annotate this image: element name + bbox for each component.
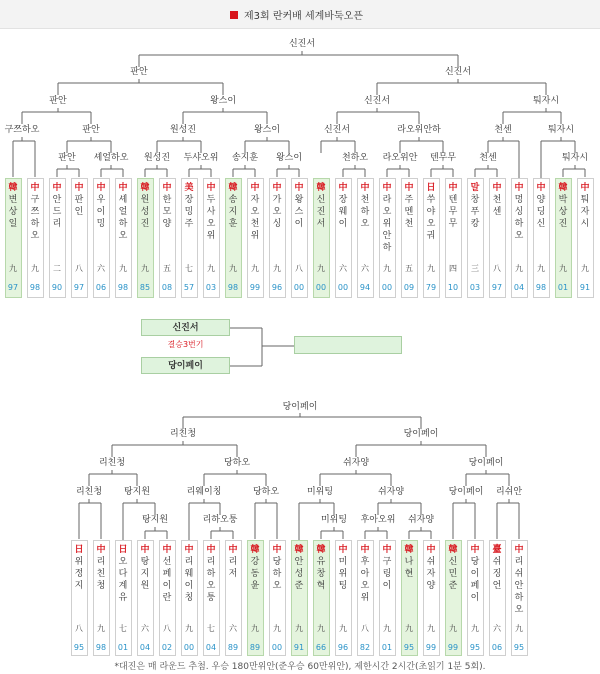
player-card xyxy=(511,178,528,298)
player-birth-year: 03 xyxy=(469,283,481,292)
player-card xyxy=(313,540,330,656)
nation-label: 中 xyxy=(206,545,216,555)
player-card xyxy=(489,540,506,656)
player-card xyxy=(203,178,220,298)
nation-label: 日 xyxy=(74,545,84,555)
player-birth-year: 99 xyxy=(425,643,437,652)
player-card xyxy=(71,178,88,298)
player-rank: 五 xyxy=(163,264,171,273)
bottom-r32-label: 탕지원 xyxy=(141,515,169,525)
top-r32-label: 텐무무 xyxy=(429,153,457,163)
top-r16-label: 라오위안하 xyxy=(397,125,441,135)
top-r32-label: 천하오 xyxy=(341,153,369,163)
nation-label: 中 xyxy=(228,545,238,555)
player-name: 박상진 xyxy=(558,195,568,229)
player-card xyxy=(181,540,198,656)
player-card xyxy=(181,178,198,298)
player-rank: 四 xyxy=(449,264,457,273)
player-name: 자오천위 xyxy=(250,195,260,241)
nation-label: 中 xyxy=(250,183,260,193)
player-name: 판인 xyxy=(74,195,84,217)
bottom-r16-label: 쉬자양 xyxy=(377,487,405,497)
nation-label: 中 xyxy=(162,183,172,193)
player-birth-year: 82 xyxy=(359,643,371,652)
player-birth-year: 96 xyxy=(271,283,283,292)
player-name: 송지훈 xyxy=(228,195,238,229)
player-rank: 六 xyxy=(229,624,237,633)
bottom-qf-label: 리친청 xyxy=(98,458,126,468)
player-name: 리저 xyxy=(228,557,238,579)
nation-label: 中 xyxy=(118,183,128,193)
player-rank: 九 xyxy=(515,624,523,633)
player-name: 유창혁 xyxy=(316,557,326,591)
bottom-qf-label: 당하오 xyxy=(223,458,251,468)
player-rank: 六 xyxy=(97,264,105,273)
nation-label: 中 xyxy=(162,545,172,555)
player-card xyxy=(291,178,308,298)
top-r32-label: 천센 xyxy=(479,153,497,163)
player-rank: 七 xyxy=(119,624,127,633)
player-birth-year: 91 xyxy=(579,283,591,292)
top-r16-label: 왕스이 xyxy=(253,125,281,135)
player-birth-year: 08 xyxy=(161,283,173,292)
nation-label: 韓 xyxy=(316,545,326,555)
nation-label: 中 xyxy=(514,545,524,555)
player-card xyxy=(225,540,242,656)
player-name: 리쉬안하오 xyxy=(514,557,524,615)
player-rank: 九 xyxy=(559,264,567,273)
nation-label: 中 xyxy=(382,183,392,193)
top-r16-label: 천센 xyxy=(494,125,512,135)
player-name: 리친청 xyxy=(96,557,106,591)
player-name: 두사오위 xyxy=(206,195,216,241)
player-birth-year: 89 xyxy=(227,643,239,652)
final-result-box xyxy=(294,336,402,354)
player-rank: 八 xyxy=(295,264,303,273)
nation-label: 韓 xyxy=(140,183,150,193)
player-rank: 九 xyxy=(383,624,391,633)
top-sf-label: 판안 xyxy=(130,67,148,77)
nation-label: 中 xyxy=(184,545,194,555)
player-name: 천하오 xyxy=(360,195,370,229)
player-name: 탕지원 xyxy=(140,557,150,591)
player-birth-year: 00 xyxy=(315,283,327,292)
player-card xyxy=(401,178,418,298)
player-name: 신민준 xyxy=(448,557,458,591)
player-rank: 九 xyxy=(317,624,325,633)
player-card xyxy=(401,540,418,656)
player-name: 변상일 xyxy=(8,195,18,229)
player-birth-year: 57 xyxy=(183,283,195,292)
player-rank: 八 xyxy=(361,624,369,633)
nation-label: 中 xyxy=(206,183,216,193)
player-rank: 九 xyxy=(449,624,457,633)
nation-label: 中 xyxy=(30,183,40,193)
nation-label: 中 xyxy=(360,183,370,193)
bottom-r16-label: 리웨이칭 xyxy=(186,487,222,497)
nation-label: 中 xyxy=(492,183,502,193)
player-name: 당이페이 xyxy=(470,557,480,603)
top-qf-label: 신진서 xyxy=(363,96,391,106)
player-name: 오다계유 xyxy=(118,557,128,603)
player-card xyxy=(445,540,462,656)
player-birth-year: 95 xyxy=(469,643,481,652)
final-player-bottom: 당이페이 xyxy=(141,357,230,374)
player-name: 원성진 xyxy=(140,195,150,229)
player-rank: 九 xyxy=(31,264,39,273)
top-champion-label: 신진서 xyxy=(288,39,316,49)
player-rank: 九 xyxy=(405,624,413,633)
player-name: 미위팅 xyxy=(338,557,348,591)
top-qf-label: 왕스이 xyxy=(209,96,237,106)
player-name: 구쯔하오 xyxy=(30,195,40,241)
player-rank: 九 xyxy=(9,264,17,273)
nation-label: 中 xyxy=(382,545,392,555)
player-card xyxy=(5,178,22,298)
player-card xyxy=(467,540,484,656)
player-rank: 七 xyxy=(185,264,193,273)
player-birth-year: 00 xyxy=(271,643,283,652)
player-card xyxy=(357,178,374,298)
player-rank: 九 xyxy=(229,264,237,273)
player-name: 우이밍 xyxy=(96,195,106,229)
player-card xyxy=(49,178,66,298)
nation-label: 中 xyxy=(74,183,84,193)
nation-label: 韓 xyxy=(558,183,568,193)
player-name: 왕스이 xyxy=(294,195,304,229)
player-card xyxy=(335,540,352,656)
player-rank: 九 xyxy=(251,624,259,633)
nation-label: 中 xyxy=(338,183,348,193)
nation-label: 韓 xyxy=(8,183,18,193)
player-card xyxy=(423,540,440,656)
player-rank: 九 xyxy=(185,624,193,633)
player-card xyxy=(137,178,154,298)
footer-note: *대진은 매 라운드 추첨. 우승 180만위안(준우승 60만위안), 제한시간 2시간(초읽기 1분 5회). xyxy=(114,662,486,672)
bottom-r32-label: 쉬자양 xyxy=(407,515,435,525)
player-rank: 九 xyxy=(251,264,259,273)
player-rank: 九 xyxy=(581,264,589,273)
player-birth-year: 99 xyxy=(447,643,459,652)
player-card xyxy=(445,178,462,298)
player-birth-year: 01 xyxy=(381,643,393,652)
player-birth-year: 98 xyxy=(29,283,41,292)
top-r32-label: 원성진 xyxy=(143,153,171,163)
nation-label: 韓 xyxy=(250,545,260,555)
player-card xyxy=(159,540,176,656)
player-name: 장웨이 xyxy=(338,195,348,229)
player-birth-year: 10 xyxy=(447,283,459,292)
player-card xyxy=(159,178,176,298)
nation-label: 中 xyxy=(52,183,62,193)
player-birth-year: 03 xyxy=(205,283,217,292)
player-birth-year: 04 xyxy=(205,643,217,652)
player-card xyxy=(313,178,330,298)
nation-label: 中 xyxy=(426,545,436,555)
player-rank: 九 xyxy=(119,264,127,273)
bottom-qf-label: 당이페이 xyxy=(468,458,504,468)
player-name: 리하오퉁 xyxy=(206,557,216,603)
nation-label: 韓 xyxy=(228,183,238,193)
player-card xyxy=(93,540,110,656)
player-birth-year: 06 xyxy=(491,643,503,652)
player-rank: 九 xyxy=(273,264,281,273)
player-card xyxy=(379,178,396,298)
player-rank: 九 xyxy=(427,624,435,633)
final-label: 결승3번기 xyxy=(167,340,204,349)
player-rank: 九 xyxy=(383,264,391,273)
player-birth-year: 98 xyxy=(535,283,547,292)
player-name: 가오싱 xyxy=(272,195,282,229)
player-birth-year: 95 xyxy=(513,643,525,652)
player-name: 후아오위 xyxy=(360,557,370,603)
player-rank: 六 xyxy=(361,264,369,273)
player-card xyxy=(71,540,88,656)
player-name: 안성준 xyxy=(294,557,304,591)
player-rank: 八 xyxy=(493,264,501,273)
player-name: 창푸캉 xyxy=(470,195,480,229)
player-birth-year: 02 xyxy=(161,643,173,652)
nation-label: 中 xyxy=(294,183,304,193)
nation-label: 中 xyxy=(338,545,348,555)
top-qf-label: 퉈자시 xyxy=(532,96,560,106)
player-birth-year: 85 xyxy=(139,283,151,292)
player-rank: 八 xyxy=(163,624,171,633)
top-r16-label: 구쯔하오 xyxy=(4,125,40,135)
top-r32-label: 두샤오위 xyxy=(183,153,219,163)
player-card xyxy=(423,178,440,298)
nation-label: 中 xyxy=(272,183,282,193)
player-card xyxy=(467,178,484,298)
player-birth-year: 89 xyxy=(249,643,261,652)
player-name: 신진서 xyxy=(316,195,326,229)
player-birth-year: 98 xyxy=(227,283,239,292)
nation-label: 中 xyxy=(580,183,590,193)
nation-label: 中 xyxy=(96,183,106,193)
nation-label: 韓 xyxy=(316,183,326,193)
player-birth-year: 01 xyxy=(117,643,129,652)
player-name: 한모양 xyxy=(162,195,172,229)
bottom-r16-label: 리쉬안 xyxy=(495,487,523,497)
nation-label: 中 xyxy=(272,545,282,555)
player-name: 셰얼하오 xyxy=(118,195,128,241)
bottom-r32-label: 미위팅 xyxy=(320,515,348,525)
nation-label: 中 xyxy=(360,545,370,555)
player-birth-year: 98 xyxy=(95,643,107,652)
player-name: 텐무무 xyxy=(448,195,458,229)
bottom-r32-label: 리하오퉁 xyxy=(202,515,238,525)
player-card xyxy=(291,540,308,656)
player-birth-year: 04 xyxy=(513,283,525,292)
bottom-r16-label: 당하오 xyxy=(252,487,280,497)
nation-label: 中 xyxy=(470,545,480,555)
top-r32-label: 라오위안 xyxy=(382,153,418,163)
player-card xyxy=(115,540,132,656)
player-rank: 九 xyxy=(141,264,149,273)
nation-label: 中 xyxy=(536,183,546,193)
player-rank: 五 xyxy=(405,264,413,273)
player-card xyxy=(555,178,572,298)
player-birth-year: 06 xyxy=(95,283,107,292)
player-rank: 九 xyxy=(471,624,479,633)
player-card xyxy=(247,178,264,298)
player-birth-year: 00 xyxy=(337,283,349,292)
player-card xyxy=(357,540,374,656)
player-rank: 九 xyxy=(273,624,281,633)
player-birth-year: 95 xyxy=(73,643,85,652)
player-birth-year: 94 xyxy=(359,283,371,292)
player-name: 강동윤 xyxy=(250,557,260,591)
player-card xyxy=(577,178,594,298)
player-rank: 九 xyxy=(427,264,435,273)
top-r32-label: 퉈자시 xyxy=(561,153,589,163)
player-birth-year: 90 xyxy=(51,283,63,292)
player-card xyxy=(247,540,264,656)
player-birth-year: 96 xyxy=(337,643,349,652)
player-name: 쉬자양 xyxy=(426,557,436,591)
player-birth-year: 04 xyxy=(139,643,151,652)
top-sf-label: 신진서 xyxy=(444,67,472,77)
player-birth-year: 79 xyxy=(425,283,437,292)
bottom-r16-label: 리친청 xyxy=(75,487,103,497)
player-name: 선페이란 xyxy=(162,557,172,603)
player-birth-year: 99 xyxy=(249,283,261,292)
top-r32-label: 왕스이 xyxy=(275,153,303,163)
player-rank: 三 xyxy=(471,264,479,273)
player-name: 주멘천 xyxy=(404,195,414,229)
nation-label: 中 xyxy=(96,545,106,555)
player-rank: 九 xyxy=(317,264,325,273)
nation-label: 韓 xyxy=(404,545,414,555)
player-birth-year: 00 xyxy=(183,643,195,652)
nation-label: 臺 xyxy=(492,545,502,555)
player-birth-year: 00 xyxy=(293,283,305,292)
player-name: 구링이 xyxy=(382,557,392,591)
player-birth-year: 97 xyxy=(491,283,503,292)
player-rank: 九 xyxy=(339,624,347,633)
player-rank: 八 xyxy=(75,264,83,273)
bottom-champion-label: 당이페이 xyxy=(282,402,318,412)
nation-label: 말 xyxy=(470,183,480,193)
nation-label: 中 xyxy=(448,183,458,193)
player-birth-year: 95 xyxy=(403,643,415,652)
player-birth-year: 66 xyxy=(315,643,327,652)
player-rank: 九 xyxy=(295,624,303,633)
player-card xyxy=(115,178,132,298)
player-rank: 七 xyxy=(207,624,215,633)
player-name: 천센 xyxy=(492,195,502,217)
player-name: 장밍주 xyxy=(184,195,194,229)
nation-label: 中 xyxy=(140,545,150,555)
top-r16-label: 신진서 xyxy=(323,125,351,135)
page-title: 제3회 란커배 세계바둑오픈 xyxy=(244,11,363,22)
bottom-sf-label: 당이페이 xyxy=(403,429,439,439)
nation-label: 中 xyxy=(514,183,524,193)
player-rank: 六 xyxy=(339,264,347,273)
player-card xyxy=(203,540,220,656)
player-name: 쉬징언 xyxy=(492,557,502,591)
top-r32-label: 판안 xyxy=(58,153,76,163)
final-player-top: 신진서 xyxy=(141,319,230,336)
bottom-sf-label: 리친청 xyxy=(169,429,197,439)
player-name: 양딩신 xyxy=(536,195,546,229)
nation-label: 日 xyxy=(426,183,436,193)
player-card xyxy=(269,178,286,298)
player-birth-year: 97 xyxy=(7,283,19,292)
bottom-r16-label: 탕지원 xyxy=(123,487,151,497)
player-name: 퉈자시 xyxy=(580,195,590,229)
player-card xyxy=(93,178,110,298)
player-birth-year: 97 xyxy=(73,283,85,292)
bottom-qf-label: 쉬자양 xyxy=(342,458,370,468)
player-rank: 九 xyxy=(515,264,523,273)
player-name: 나현 xyxy=(404,557,414,579)
nation-label: 日 xyxy=(118,545,128,555)
player-rank: 六 xyxy=(493,624,501,633)
player-name: 리웨이칭 xyxy=(184,557,194,603)
player-rank: 九 xyxy=(537,264,545,273)
nation-label: 韓 xyxy=(448,545,458,555)
bottom-r32-label: 후아오위 xyxy=(360,515,396,525)
top-r16-label: 판안 xyxy=(82,125,100,135)
top-r16-label: 원성진 xyxy=(169,125,197,135)
player-card xyxy=(225,178,242,298)
player-card xyxy=(27,178,44,298)
top-r32-label: 셰얼하오 xyxy=(93,153,129,163)
player-name: 멍싱하오 xyxy=(514,195,524,241)
top-qf-label: 판안 xyxy=(49,96,67,106)
player-rank: 八 xyxy=(75,624,83,633)
player-card xyxy=(511,540,528,656)
player-card xyxy=(533,178,550,298)
player-rank: 六 xyxy=(141,624,149,633)
player-rank: 九 xyxy=(207,264,215,273)
player-rank: 二 xyxy=(53,264,61,273)
player-birth-year: 98 xyxy=(117,283,129,292)
player-name: 라오위안하 xyxy=(382,195,392,253)
player-card xyxy=(335,178,352,298)
nation-label: 中 xyxy=(404,183,414,193)
nation-label: 韓 xyxy=(294,545,304,555)
player-rank: 九 xyxy=(97,624,105,633)
player-card xyxy=(489,178,506,298)
player-birth-year: 01 xyxy=(557,283,569,292)
player-name: 당하오 xyxy=(272,557,282,591)
player-birth-year: 09 xyxy=(403,283,415,292)
nation-label: 美 xyxy=(184,183,194,193)
player-card xyxy=(137,540,154,656)
player-birth-year: 00 xyxy=(381,283,393,292)
player-birth-year: 91 xyxy=(293,643,305,652)
player-card xyxy=(269,540,286,656)
player-card xyxy=(379,540,396,656)
player-name: 안드리 xyxy=(52,195,62,229)
bottom-r16-label: 당이페이 xyxy=(448,487,484,497)
bottom-r16-label: 미위팅 xyxy=(306,487,334,497)
player-name: 위정지 xyxy=(74,557,84,591)
top-r32-label: 송지훈 xyxy=(231,153,259,163)
player-name: 쑤야오궈 xyxy=(426,195,436,241)
top-r16-label: 퉈자시 xyxy=(547,125,575,135)
